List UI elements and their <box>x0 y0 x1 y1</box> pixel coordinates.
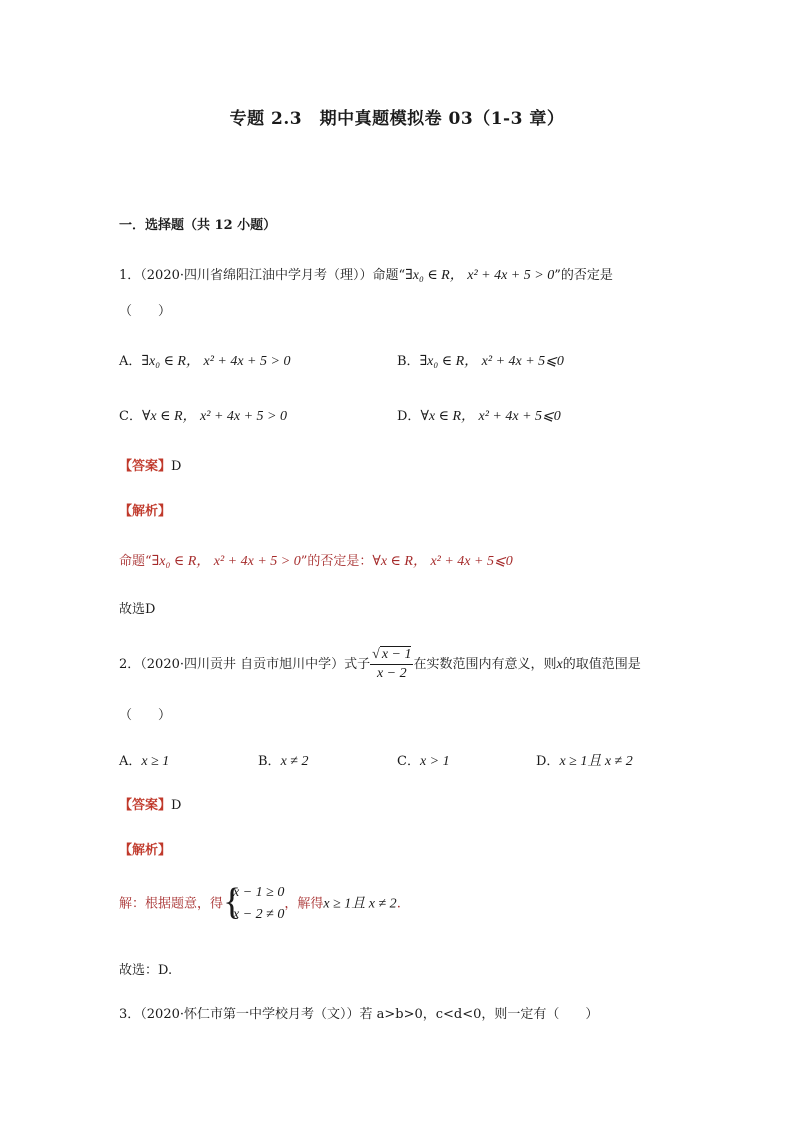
q3-stem: 3．（2020·怀仁市第一中学校月考（文））若 a>b>0，c<d<0，则一定有（ ） <box>119 1007 599 1022</box>
q1-stem-math: ∃x₀ ∈ R， x² + 4x + 5 > 0 <box>405 268 555 283</box>
option-label: A． <box>119 754 142 769</box>
answer-value: D <box>171 459 182 474</box>
brace-glyph: { <box>223 881 242 923</box>
option-label: B． <box>397 354 420 369</box>
q2-analysis-tag: 【解析】 <box>119 843 172 858</box>
q2-stem-var: x <box>556 657 563 672</box>
option-math: x ≠ 2 <box>280 754 309 769</box>
answer-tag: 【答案】 <box>119 459 172 474</box>
option-math: x > 1 <box>419 754 450 769</box>
q2-conclusion: 故选：D. <box>119 963 173 978</box>
q2-stem-prefix: 2．（2020·四川贡井 自贡市旭川中学）式子 <box>119 657 371 672</box>
analysis-mid: ”的否定是： <box>300 554 373 569</box>
option-label: B． <box>258 754 281 769</box>
option-label: A． <box>119 354 142 369</box>
q1-analysis <box>119 550 513 570</box>
q1-answer <box>119 455 181 474</box>
option-math: x ≥ 1 <box>141 754 170 769</box>
q1-option-b <box>397 350 564 370</box>
q1-option-a <box>119 350 290 370</box>
analysis-math: x ≥ 1且 x ≠ 2 <box>323 896 397 912</box>
option-math: ∃x₀ ∈ R， x² + 4x + 5 > 0 <box>141 354 291 369</box>
q2-stem-suffix: 的取值范围是 <box>562 657 641 672</box>
q2-stem-mid: 在实数范围内有意义，则 <box>413 657 557 672</box>
option-math: ∃x₀ ∈ R， x² + 4x + 5⩽0 <box>419 354 564 369</box>
fraction-denominator: x − 2 <box>376 666 407 681</box>
q1-conclusion: 故选D <box>119 602 156 617</box>
q1-stem-prefix: 1．（2020·四川省绵阳江油中学月考（理））命题“ <box>119 268 406 283</box>
equation-system <box>223 882 284 926</box>
q2-option-a <box>119 750 169 770</box>
q2-analysis <box>119 882 401 926</box>
q2-option-c <box>397 750 450 770</box>
answer-value: D <box>171 798 182 813</box>
option-math: ∀x ∈ R， x² + 4x + 5⩽0 <box>420 409 561 424</box>
system-line-2: x − 2 ≠ 0 <box>233 907 285 922</box>
option-label: D． <box>536 754 560 769</box>
q2-answer <box>119 794 181 813</box>
analysis-math-2: ∀x ∈ R， x² + 4x + 5⩽0 <box>372 554 513 569</box>
q1-analysis-tag: 【解析】 <box>119 504 172 519</box>
option-label: C． <box>119 409 142 424</box>
section-heading: 一．选择题（共 12 小题） <box>119 218 277 233</box>
page-title: 专题 2.3 期中真题模拟卷 03（1-3 章） <box>229 109 565 129</box>
q2-option-b <box>258 750 308 770</box>
q1-option-c <box>119 405 287 425</box>
option-label: C． <box>397 754 420 769</box>
analysis-prefix: 命题“ <box>119 554 152 569</box>
q1-stem <box>119 264 613 284</box>
q1-blank: （ ） <box>119 304 172 319</box>
analysis-end: . <box>396 896 401 912</box>
analysis-mid: ，解得 <box>284 896 324 912</box>
option-math: ∀x ∈ R， x² + 4x + 5 > 0 <box>141 409 287 424</box>
analysis-math-1: ∃x₀ ∈ R， x² + 4x + 5 > 0 <box>151 554 301 569</box>
option-math: x ≥ 1且 x ≠ 2 <box>559 754 633 769</box>
q2-fraction: $\frac{√ x - 1}{x - 2}$ <box>372 647 412 681</box>
fraction-numerator: x − 1 <box>381 647 412 662</box>
answer-tag: 【答案】 <box>119 798 172 813</box>
system-line-1: x − 1 ≥ 0 <box>233 885 285 900</box>
q1-stem-suffix: ”的否定是 <box>554 268 613 283</box>
q2-stem <box>119 647 641 682</box>
option-label: D． <box>397 409 421 424</box>
q2-blank: （ ） <box>119 708 172 723</box>
q1-option-d <box>397 405 561 425</box>
analysis-prefix: 解：根据题意，得 <box>119 896 224 912</box>
q2-option-d <box>536 750 633 770</box>
